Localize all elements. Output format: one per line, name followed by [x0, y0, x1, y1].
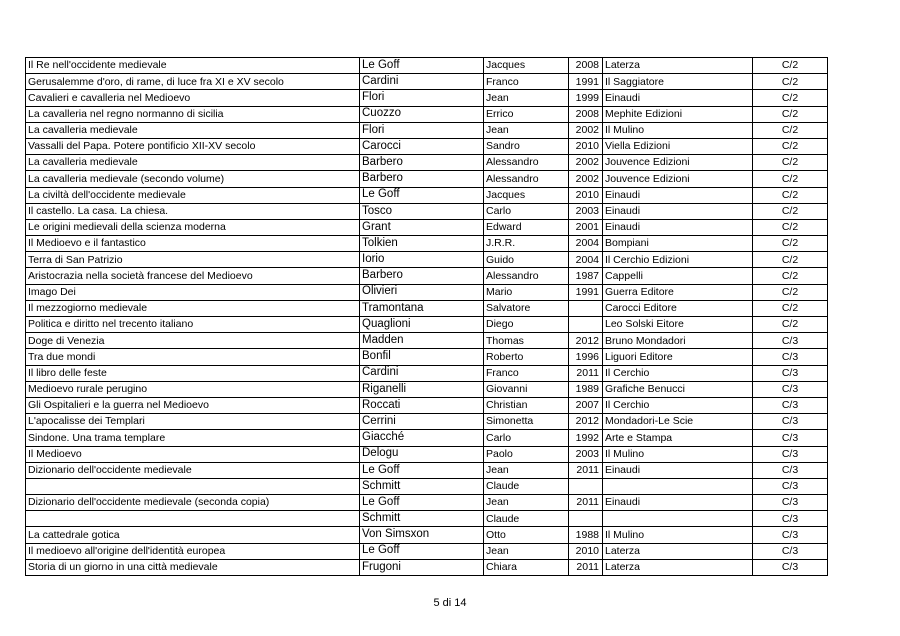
shelf-location-cell: C/3 [753, 381, 828, 397]
author-surname-cell: Riganelli [360, 381, 484, 397]
year-cell: 2010 [569, 543, 603, 559]
author-firstname-cell: Jean [484, 462, 569, 478]
author-surname-cell: Flori [360, 122, 484, 138]
shelf-location-cell: C/3 [753, 349, 828, 365]
table-row [26, 90, 828, 106]
author-surname-cell: Grant [360, 219, 484, 235]
author-surname-cell: Olivieri [360, 284, 484, 300]
table-row [26, 219, 828, 235]
year-cell: 1996 [569, 349, 603, 365]
author-surname-cell: Schmitt [360, 478, 484, 494]
table-row [26, 155, 828, 171]
year-cell [569, 511, 603, 527]
table-row [26, 414, 828, 430]
author-firstname-cell: Alessandro [484, 171, 569, 187]
table-row [26, 365, 828, 381]
author-firstname-cell: Roberto [484, 349, 569, 365]
shelf-location-cell: C/3 [753, 495, 828, 511]
table-row [26, 58, 828, 74]
table-row [26, 333, 828, 349]
publisher-cell: Il Cerchio Edizioni [603, 252, 753, 268]
year-cell: 1999 [569, 90, 603, 106]
author-surname-cell: Barbero [360, 268, 484, 284]
year-cell: 2004 [569, 236, 603, 252]
shelf-location-cell: C/3 [753, 478, 828, 494]
year-cell: 2001 [569, 219, 603, 235]
author-firstname-cell: Jean [484, 543, 569, 559]
year-cell: 2003 [569, 203, 603, 219]
author-surname-cell: Bonfil [360, 349, 484, 365]
publisher-cell: Liguori Editore [603, 349, 753, 365]
book-title-cell: Dizionario dell'occidente medievale [26, 462, 360, 478]
author-firstname-cell: Alessandro [484, 155, 569, 171]
shelf-location-cell: C/3 [753, 414, 828, 430]
table-row [26, 527, 828, 543]
author-surname-cell: Le Goff [360, 462, 484, 478]
author-surname-cell: Le Goff [360, 187, 484, 203]
table-row [26, 543, 828, 559]
author-firstname-cell: Franco [484, 365, 569, 381]
shelf-location-cell: C/2 [753, 171, 828, 187]
author-firstname-cell: Otto [484, 527, 569, 543]
publisher-cell: Einaudi [603, 203, 753, 219]
author-surname-cell: Iorio [360, 252, 484, 268]
year-cell: 2011 [569, 462, 603, 478]
table-row [26, 171, 828, 187]
author-surname-cell: Tolkien [360, 236, 484, 252]
shelf-location-cell: C/3 [753, 365, 828, 381]
year-cell: 2004 [569, 252, 603, 268]
author-firstname-cell: Diego [484, 317, 569, 333]
book-title-cell: Doge di Venezia [26, 333, 360, 349]
book-title-cell: Terra di San Patrizio [26, 252, 360, 268]
year-cell: 2011 [569, 559, 603, 575]
author-firstname-cell: Errico [484, 106, 569, 122]
author-surname-cell: Le Goff [360, 543, 484, 559]
author-firstname-cell: Carlo [484, 203, 569, 219]
shelf-location-cell: C/2 [753, 106, 828, 122]
book-title-cell: Il Re nell'occidente medievale [26, 58, 360, 74]
shelf-location-cell: C/2 [753, 138, 828, 154]
author-firstname-cell: J.R.R. [484, 236, 569, 252]
author-firstname-cell: Paolo [484, 446, 569, 462]
shelf-location-cell: C/2 [753, 268, 828, 284]
book-title-cell: La cavalleria medievale (secondo volume) [26, 171, 360, 187]
author-firstname-cell: Chiara [484, 559, 569, 575]
publisher-cell: Arte e Stampa [603, 430, 753, 446]
author-firstname-cell: Jean [484, 495, 569, 511]
publisher-cell: Carocci Editore [603, 300, 753, 316]
shelf-location-cell: C/2 [753, 90, 828, 106]
author-surname-cell: Quaglioni [360, 317, 484, 333]
table-row [26, 349, 828, 365]
author-firstname-cell: Claude [484, 511, 569, 527]
shelf-location-cell: C/2 [753, 155, 828, 171]
table-row [26, 268, 828, 284]
year-cell: 1987 [569, 268, 603, 284]
table-row [26, 317, 828, 333]
book-title-cell: Le origini medievali della scienza moderna [26, 219, 360, 235]
author-surname-cell: Roccati [360, 397, 484, 413]
publisher-cell: Il Cerchio [603, 397, 753, 413]
author-surname-cell: Schmitt [360, 511, 484, 527]
author-surname-cell: Cuozzo [360, 106, 484, 122]
year-cell: 1991 [569, 284, 603, 300]
book-title-cell: La cattedrale gotica [26, 527, 360, 543]
book-title-cell: Il libro delle feste [26, 365, 360, 381]
author-firstname-cell: Jean [484, 122, 569, 138]
publisher-cell: Mondadori-Le Scie [603, 414, 753, 430]
publisher-cell: Bruno Mondadori [603, 333, 753, 349]
book-title-cell: La cavalleria nel regno normanno di sicilia [26, 106, 360, 122]
book-title-cell: Storia di un giorno in una città medievale [26, 559, 360, 575]
year-cell: 2008 [569, 58, 603, 74]
book-title-cell: Tra due mondi [26, 349, 360, 365]
year-cell: 1989 [569, 381, 603, 397]
book-title-cell: Il Medioevo e il fantastico [26, 236, 360, 252]
author-surname-cell: Cerrini [360, 414, 484, 430]
book-catalog-table [25, 57, 828, 576]
table-row [26, 478, 828, 494]
author-surname-cell: Madden [360, 333, 484, 349]
publisher-cell: Il Mulino [603, 446, 753, 462]
publisher-cell: Einaudi [603, 495, 753, 511]
author-firstname-cell: Jean [484, 90, 569, 106]
book-title-cell: Imago Dei [26, 284, 360, 300]
author-surname-cell: Tramontana [360, 300, 484, 316]
shelf-location-cell: C/3 [753, 511, 828, 527]
publisher-cell: Jouvence Edizioni [603, 171, 753, 187]
year-cell [569, 478, 603, 494]
page-number: 5 di 14 [433, 597, 467, 609]
publisher-cell: Laterza [603, 543, 753, 559]
year-cell: 1991 [569, 74, 603, 90]
publisher-cell: Il Mulino [603, 122, 753, 138]
author-surname-cell: Tosco [360, 203, 484, 219]
table-row [26, 236, 828, 252]
author-firstname-cell: Mario [484, 284, 569, 300]
author-firstname-cell: Thomas [484, 333, 569, 349]
table-row [26, 559, 828, 575]
author-firstname-cell: Christian [484, 397, 569, 413]
year-cell: 2010 [569, 187, 603, 203]
book-title-cell: Cavalieri e cavalleria nel Medioevo [26, 90, 360, 106]
book-title-cell: Il Medioevo [26, 446, 360, 462]
table-row [26, 495, 828, 511]
shelf-location-cell: C/2 [753, 284, 828, 300]
book-title-cell: La civiltà dell'occidente medievale [26, 187, 360, 203]
shelf-location-cell: C/3 [753, 543, 828, 559]
author-firstname-cell: Simonetta [484, 414, 569, 430]
table-row [26, 430, 828, 446]
publisher-cell: Laterza [603, 58, 753, 74]
shelf-location-cell: C/2 [753, 300, 828, 316]
book-title-cell: La cavalleria medievale [26, 122, 360, 138]
publisher-cell: Guerra Editore [603, 284, 753, 300]
publisher-cell: Einaudi [603, 90, 753, 106]
shelf-location-cell: C/2 [753, 317, 828, 333]
shelf-location-cell: C/2 [753, 74, 828, 90]
author-firstname-cell: Carlo [484, 430, 569, 446]
table-row [26, 252, 828, 268]
table-row [26, 106, 828, 122]
book-title-cell: Politica e diritto nel trecento italiano [26, 317, 360, 333]
author-surname-cell: Carocci [360, 138, 484, 154]
publisher-cell: Laterza [603, 559, 753, 575]
book-title-cell: Gerusalemme d'oro, di rame, di luce fra XI e XV secolo [26, 74, 360, 90]
book-title-cell: Il castello. La casa. La chiesa. [26, 203, 360, 219]
table-row [26, 203, 828, 219]
author-surname-cell: Flori [360, 90, 484, 106]
shelf-location-cell: C/2 [753, 203, 828, 219]
publisher-cell [603, 478, 753, 494]
author-firstname-cell: Jacques [484, 187, 569, 203]
year-cell: 2007 [569, 397, 603, 413]
author-surname-cell: Cardini [360, 365, 484, 381]
year-cell: 2002 [569, 155, 603, 171]
author-firstname-cell: Giovanni [484, 381, 569, 397]
author-firstname-cell: Salvatore [484, 300, 569, 316]
table-row [26, 74, 828, 90]
publisher-cell: Cappelli [603, 268, 753, 284]
publisher-cell: Einaudi [603, 219, 753, 235]
book-title-cell: Il medioevo all'origine dell'identità europea [26, 543, 360, 559]
table-row [26, 284, 828, 300]
shelf-location-cell: C/2 [753, 252, 828, 268]
book-title-cell: L'apocalisse dei Templari [26, 414, 360, 430]
author-firstname-cell: Edward [484, 219, 569, 235]
shelf-location-cell: C/3 [753, 527, 828, 543]
publisher-cell: Mephite Edizioni [603, 106, 753, 122]
year-cell: 2012 [569, 414, 603, 430]
shelf-location-cell: C/3 [753, 397, 828, 413]
book-title-cell: Sindone. Una trama templare [26, 430, 360, 446]
year-cell: 2008 [569, 106, 603, 122]
author-surname-cell: Barbero [360, 171, 484, 187]
book-title-cell: Dizionario dell'occidente medievale (seconda copia) [26, 495, 360, 511]
author-surname-cell: Frugoni [360, 559, 484, 575]
shelf-location-cell: C/2 [753, 236, 828, 252]
year-cell: 2003 [569, 446, 603, 462]
table-row [26, 446, 828, 462]
book-catalog-body [26, 58, 828, 576]
author-surname-cell: Le Goff [360, 58, 484, 74]
author-surname-cell: Giacché [360, 430, 484, 446]
author-firstname-cell: Franco [484, 74, 569, 90]
publisher-cell: Leo Solski Eitore [603, 317, 753, 333]
year-cell: 1988 [569, 527, 603, 543]
book-title-cell: Il mezzogiorno medievale [26, 300, 360, 316]
author-surname-cell: Cardini [360, 74, 484, 90]
publisher-cell: Il Saggiatore [603, 74, 753, 90]
table-row [26, 511, 828, 527]
publisher-cell: Il Mulino [603, 527, 753, 543]
book-title-cell: Medioevo rurale perugino [26, 381, 360, 397]
book-title-cell: La cavalleria medievale [26, 155, 360, 171]
table-row [26, 122, 828, 138]
author-firstname-cell: Alessandro [484, 268, 569, 284]
year-cell: 2012 [569, 333, 603, 349]
author-firstname-cell: Guido [484, 252, 569, 268]
shelf-location-cell: C/3 [753, 430, 828, 446]
book-title-cell [26, 511, 360, 527]
shelf-location-cell: C/2 [753, 58, 828, 74]
book-title-cell: Gli Ospitalieri e la guerra nel Medioevo [26, 397, 360, 413]
table-row [26, 462, 828, 478]
author-firstname-cell: Jacques [484, 58, 569, 74]
year-cell [569, 317, 603, 333]
table-row [26, 187, 828, 203]
table-row [26, 300, 828, 316]
author-surname-cell: Le Goff [360, 495, 484, 511]
book-title-cell [26, 478, 360, 494]
year-cell [569, 300, 603, 316]
publisher-cell: Jouvence Edizioni [603, 155, 753, 171]
table-row [26, 381, 828, 397]
book-title-cell: Vassalli del Papa. Potere pontificio XII-XV secolo [26, 138, 360, 154]
author-firstname-cell: Claude [484, 478, 569, 494]
publisher-cell: Bompiani [603, 236, 753, 252]
shelf-location-cell: C/3 [753, 462, 828, 478]
publisher-cell: Viella Edizioni [603, 138, 753, 154]
publisher-cell: Einaudi [603, 187, 753, 203]
year-cell: 2002 [569, 171, 603, 187]
publisher-cell: Il Cerchio [603, 365, 753, 381]
author-surname-cell: Delogu [360, 446, 484, 462]
year-cell: 1992 [569, 430, 603, 446]
shelf-location-cell: C/2 [753, 122, 828, 138]
table-row [26, 397, 828, 413]
publisher-cell: Einaudi [603, 462, 753, 478]
shelf-location-cell: C/3 [753, 559, 828, 575]
year-cell: 2010 [569, 138, 603, 154]
book-title-cell: Aristocrazia nella società francese del Medioevo [26, 268, 360, 284]
author-surname-cell: Barbero [360, 155, 484, 171]
author-surname-cell: Von Simsxon [360, 527, 484, 543]
shelf-location-cell: C/2 [753, 219, 828, 235]
publisher-cell: Grafiche Benucci [603, 381, 753, 397]
publisher-cell [603, 511, 753, 527]
table-row [26, 138, 828, 154]
year-cell: 2002 [569, 122, 603, 138]
shelf-location-cell: C/2 [753, 187, 828, 203]
author-firstname-cell: Sandro [484, 138, 569, 154]
year-cell: 2011 [569, 365, 603, 381]
shelf-location-cell: C/3 [753, 446, 828, 462]
shelf-location-cell: C/3 [753, 333, 828, 349]
year-cell: 2011 [569, 495, 603, 511]
